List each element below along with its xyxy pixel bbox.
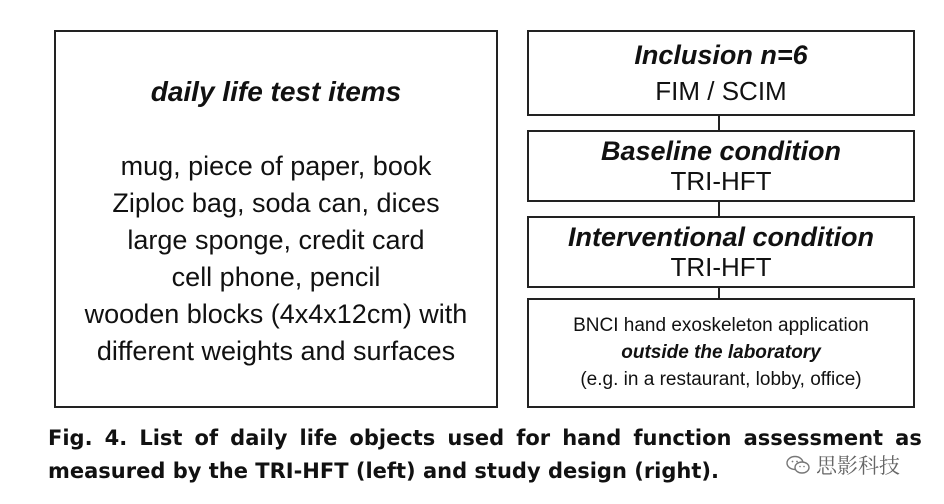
application-line2: outside the laboratory [621, 342, 821, 363]
inclusion-title: Inclusion n=6 [634, 40, 808, 70]
baseline-box [527, 130, 915, 202]
inclusion-subtitle: FIM / SCIM [655, 76, 787, 106]
caption-word: 4. [104, 426, 128, 450]
caption-word: daily [230, 426, 288, 450]
caption-word: objects [349, 426, 436, 450]
caption-word: used [447, 426, 505, 450]
test-item-line: Ziploc bag, soda can, dices [112, 188, 440, 218]
watermark [786, 450, 900, 480]
test-item-line: wooden blocks (4x4x12cm) with [84, 299, 468, 329]
application-line3: (e.g. in a restaurant, lobby, office) [580, 369, 862, 390]
test-items-list [56, 148, 496, 370]
inclusion-box [527, 30, 915, 116]
caption-word: List [139, 426, 183, 450]
connector-line [718, 288, 720, 298]
connector-line [718, 202, 720, 216]
caption-word: assessment [743, 426, 884, 450]
caption-word: function [633, 426, 732, 450]
test-item-line: large sponge, credit card [127, 225, 425, 255]
baseline-subtitle: TRI-HFT [670, 166, 772, 196]
caption-word: life [299, 426, 338, 450]
watermark-text: 思影科技 [816, 454, 900, 478]
caption-word: of [194, 426, 219, 450]
test-item-line: different weights and surfaces [96, 336, 456, 366]
caption-word: as [895, 426, 922, 450]
baseline-title: Baseline condition [600, 136, 842, 166]
application-line1: BNCI hand exoskeleton application [573, 315, 869, 336]
wechat-icon [786, 455, 810, 475]
interventional-title: Interventional condition [567, 222, 874, 252]
test-items-box [54, 30, 498, 408]
interventional-subtitle: TRI-HFT [670, 252, 772, 282]
caption-line2: measured by the TRI-HFT (left) and study design (right). [48, 459, 719, 483]
test-items-title: daily life test items [150, 76, 402, 107]
connector-line [718, 116, 720, 130]
interventional-box [527, 216, 915, 288]
caption-word: Fig. [48, 426, 93, 450]
test-item-line: mug, piece of paper, book [120, 151, 432, 181]
caption-word: for [516, 426, 551, 450]
application-box [527, 298, 915, 408]
caption-word: hand [562, 426, 622, 450]
test-item-line: cell phone, pencil [171, 262, 381, 292]
